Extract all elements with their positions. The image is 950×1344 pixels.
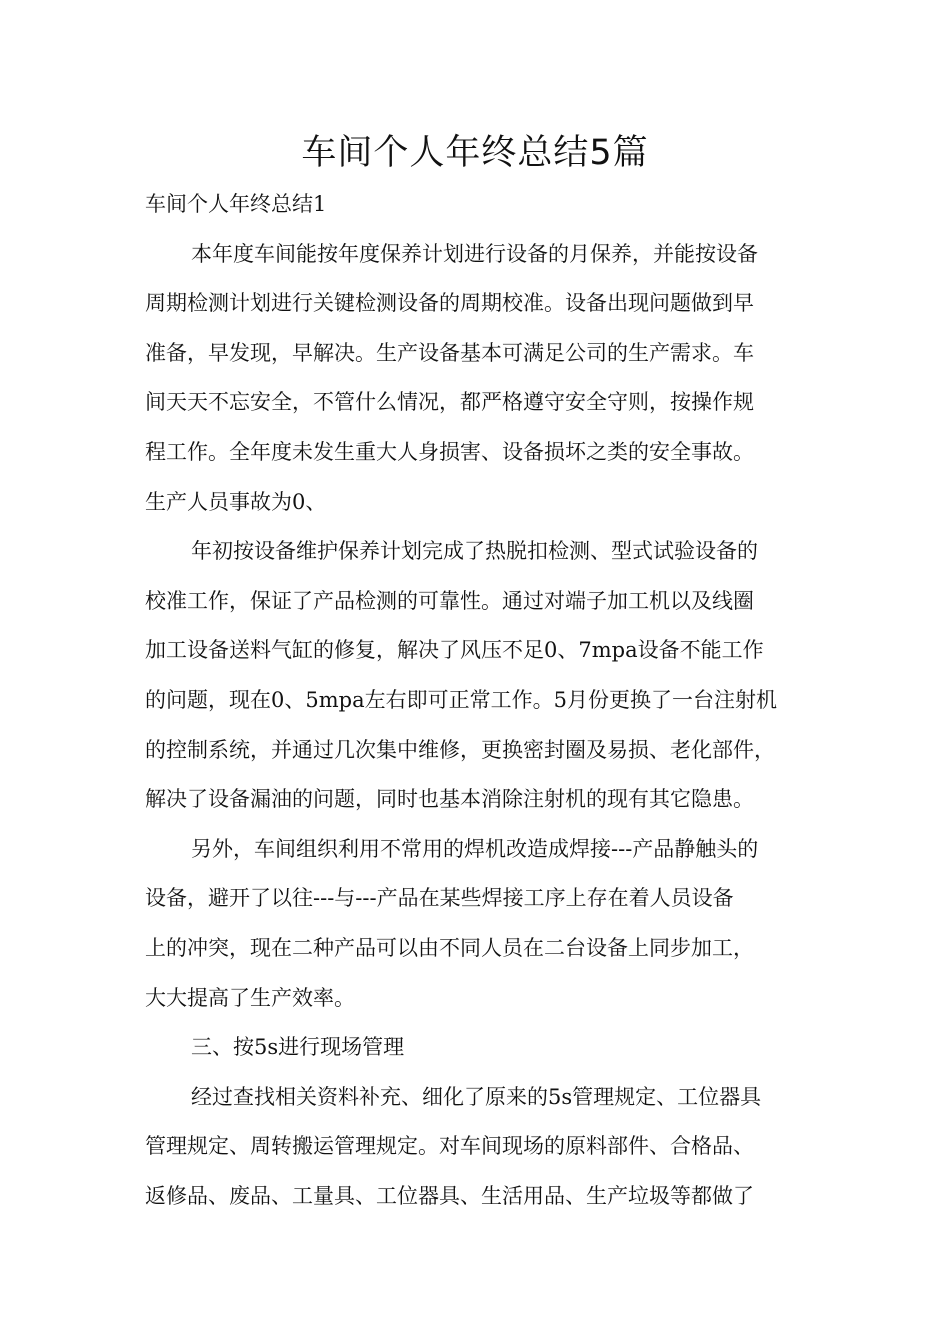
text-line: 周期检测计划进行关键检测设备的周期校准。设备出现问题做到早: [145, 291, 754, 316]
text-line: 另外，车间组织利用不常用的焊机改造成焊接---产品静触头的: [191, 836, 759, 861]
section-subtitle: 车间个人年终总结1: [145, 192, 327, 216]
text-line: 的问题，现在0、5mpa左右即可正常工作。5月份更换了一台注射机: [145, 687, 777, 712]
text-line: 的控制系统，并通过几次集中维修，更换密封圈及易损、老化部件，: [145, 737, 775, 762]
section-heading: 三、按5s进行现场管理: [191, 1035, 405, 1060]
text-line: 大大提高了生产效率。: [145, 985, 355, 1010]
text-line: 校准工作，保证了产品检测的可靠性。通过对端子加工机以及线圈: [145, 588, 754, 613]
text-line: 解决了设备漏油的问题，同时也基本消除注射机的现有其它隐患。: [145, 787, 754, 812]
text-line: 间天天不忘安全，不管什么情况，都严格遵守安全守则，按操作规: [145, 390, 754, 415]
text-line: 本年度车间能按年度保养计划进行设备的月保养，并能按设备: [191, 241, 758, 266]
text-line: 准备，早发现，早解决。生产设备基本可满足公司的生产需求。车: [145, 340, 754, 365]
text-line: 生产人员事故为0、: [145, 489, 327, 514]
document-title: 车间个人年终总结5篇: [301, 133, 649, 173]
document-body: [145, 180, 820, 1221]
text-line: 经过查找相关资料补充、细化了原来的5s管理规定、工位器具: [191, 1084, 762, 1109]
text-line: 上的冲突，现在二种产品可以由不同人员在二台设备上同步加工，: [145, 935, 754, 960]
text-line: 设备，避开了以往---与---产品在某些焊接工序上存在着人员设备: [145, 886, 734, 911]
text-line: 返修品、废品、工量具、工位器具、生活用品、生产垃圾等都做了: [145, 1183, 754, 1208]
text-line: 年初按设备维护保养计划完成了热脱扣检测、型式试验设备的: [191, 539, 758, 564]
text-line: 程工作。全年度未发生重大人身损害、设备损坏之类的安全事故。: [145, 439, 754, 464]
text-line: 加工设备送料气缸的修复，解决了风压不足0、7mpa设备不能工作: [145, 638, 764, 663]
text-line: 管理规定、周转搬运管理规定。对车间现场的原料部件、合格品、: [145, 1134, 754, 1159]
